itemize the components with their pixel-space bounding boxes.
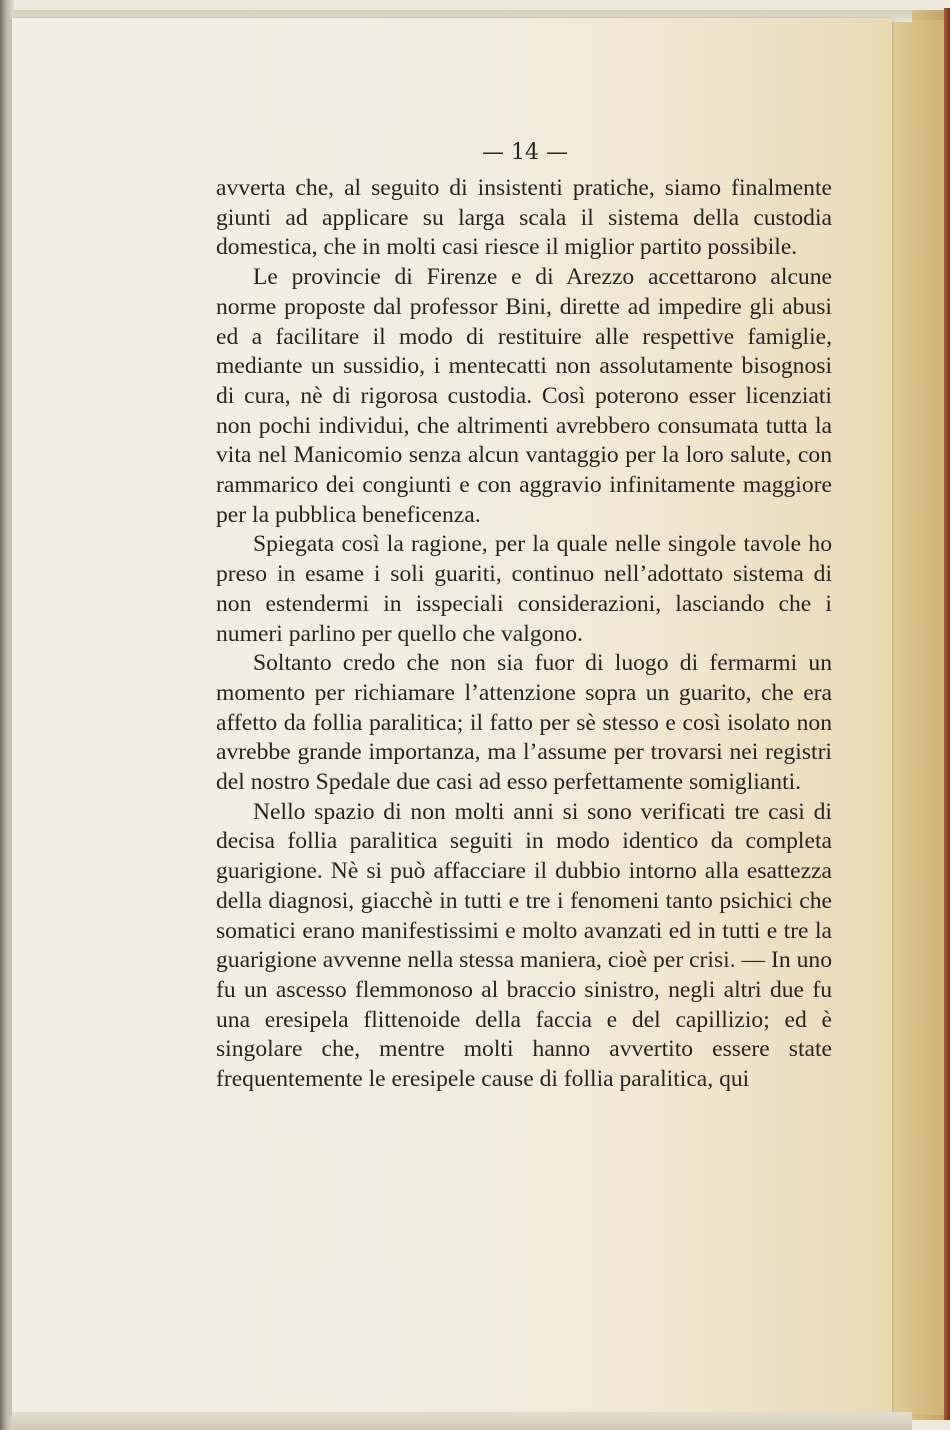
paragraph-1: avverta che, al seguito di insistenti pratiche, siamo finalmente giunti ad applicare su larga scala il sistema della custodia domestica, che in molti casi riesce il miglior partito possibile. bbox=[216, 175, 832, 261]
paragraph-5: Nello spazio di non molti anni si sono verificati tre casi di decisa follia paralitica seguiti in modo identico da completa guarigione. Nè si può affacciare il dubbio intorno alla esattezza della diagnosi, giacchè in tutti e tre i fenomeni tanto psichici che somatici erano manifestissimi e molto avanzati ed in tutti e tre la guarigione avvenne nella stessa maniera, cioè per crisi. — In uno fu un ascesso flemmonoso al braccio sinistro, negli altri due fu una eresipela flittenoide della faccia e del capillizio; ed è singolare che, mentre molti hanno avvertito essere state frequentemente le eresipele cause di follia paralitica, qui bbox=[216, 798, 832, 1093]
body-text bbox=[216, 174, 832, 1095]
paragraph-3: Spiegata così la ragione, per la quale nelle singole tavole ho preso in esame i soli guariti, continuo nell’adottato sistema di non estendermi in isspeciali considerazioni, lasciando che i numeri parlino per quello che valgono. bbox=[216, 531, 832, 647]
paragraph-4: Soltanto credo che non sia fuor di luogo di fermarmi un momento per richiamare l’attenzione sopra un guarito, che era affetto da follia paralitica; il fatto per sè stesso e così isolato non avrebbe grande importanza, ma l’assume per trovarsi nei registri del nostro Spedale due casi ad esso perfettamente somiglianti. bbox=[216, 650, 832, 796]
page-number: — 14 — bbox=[482, 140, 568, 165]
bottom-page-edge bbox=[12, 1412, 912, 1430]
book-cover-edge bbox=[944, 8, 950, 1420]
paragraph-2: Le provincie di Firenze e di Arezzo accettarono alcune norme proposte dal professor Bini, dirette ad impedire gli abusi ed a facilitare il modo di restituire alle respettive famiglie, mediante un sussidio, i mentecatti non assolutamente bisognosi di cura, nè di rigorosa custodia. Così poterono esser licenziati non pochi individui, che altrimenti avrebbero consumata tutta la vita nel Manicomio senza alcun vantaggio per la loro salute, con rammarico dei congiunti e con aggravio infinitamente maggiore per la pubblica beneficenza. bbox=[216, 264, 832, 528]
